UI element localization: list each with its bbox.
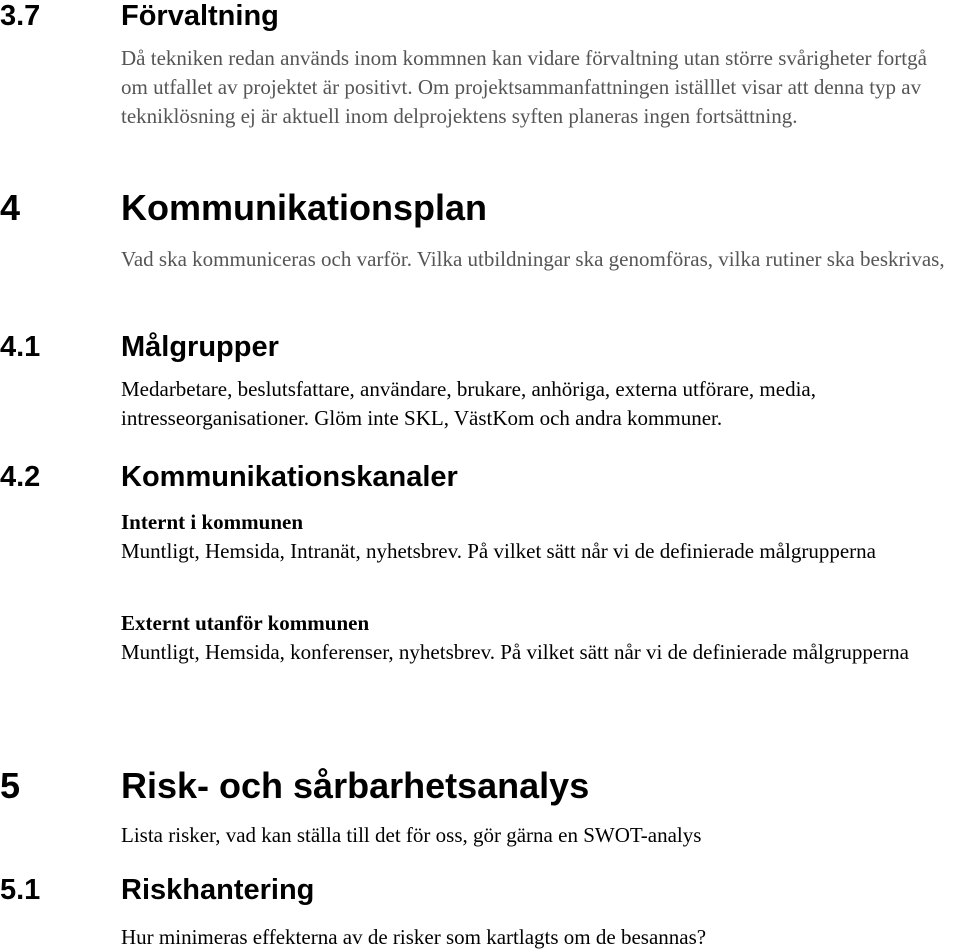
section-heading-4-1: [0, 331, 279, 363]
section-heading-4: [0, 187, 488, 228]
external-channels-heading: Externt utanför kommunen: [121, 611, 370, 635]
section-body-5: Lista risker, vad kan ställa till det för oss, gör gärna en SWOT-analys: [121, 823, 702, 847]
section-title: Målgrupper: [121, 331, 279, 363]
section-heading-3-7: [0, 0, 279, 32]
section-heading-5-1: [0, 874, 315, 906]
section-body-4: Vad ska kommuniceras och varför. Vilka utbildningar ska genomföras, vilka rutiner ska beskrivas,: [121, 247, 945, 271]
section-title: Risk- och sårbarhetsanalys: [121, 765, 590, 806]
section-heading-5: [0, 765, 590, 806]
section-title: Förvaltning: [121, 0, 279, 32]
section-title: Kommunikationsplan: [121, 187, 488, 228]
internal-channels-body: Muntligt, Hemsida, Intranät, nyhetsbrev. På vilket sätt når vi de definierade målgrupperna: [121, 539, 876, 563]
section-body-5-1: Hur minimeras effekterna av de risker som kartlagts om de besannas?: [121, 925, 707, 949]
section-heading-4-2: [0, 461, 458, 493]
section-number: 4: [0, 187, 21, 228]
section-number: 4.1: [0, 331, 41, 363]
section-body-3-7: Då tekniken redan används inom kommnen kan vidare förvaltning utan större svårigheter fortgå om utfallet av projektet är positivt. Om projektsammanfattningen iställlet visar att denna typ av tekniklösning ej är aktuell inom delprojektens syften planeras ingen fortsättning.: [121, 46, 927, 128]
section-number: 5.1: [0, 874, 41, 906]
section-title: Riskhantering: [121, 874, 315, 906]
section-number: 5: [0, 765, 21, 806]
internal-channels-heading: Internt i kommunen: [121, 510, 304, 534]
section-body-4-1: Medarbetare, beslutsfattare, användare, brukare, anhöriga, externa utförare, media, intresseorganisationer. Glöm inte SKL, VästKom och andra kommuner.: [121, 377, 816, 430]
section-title: Kommunikationskanaler: [121, 461, 458, 493]
section-number: 4.2: [0, 461, 41, 493]
external-channels-body: Muntligt, Hemsida, konferenser, nyhetsbrev. På vilket sätt når vi de definierade målgrupperna: [121, 640, 909, 664]
section-number: 3.7: [0, 0, 41, 32]
